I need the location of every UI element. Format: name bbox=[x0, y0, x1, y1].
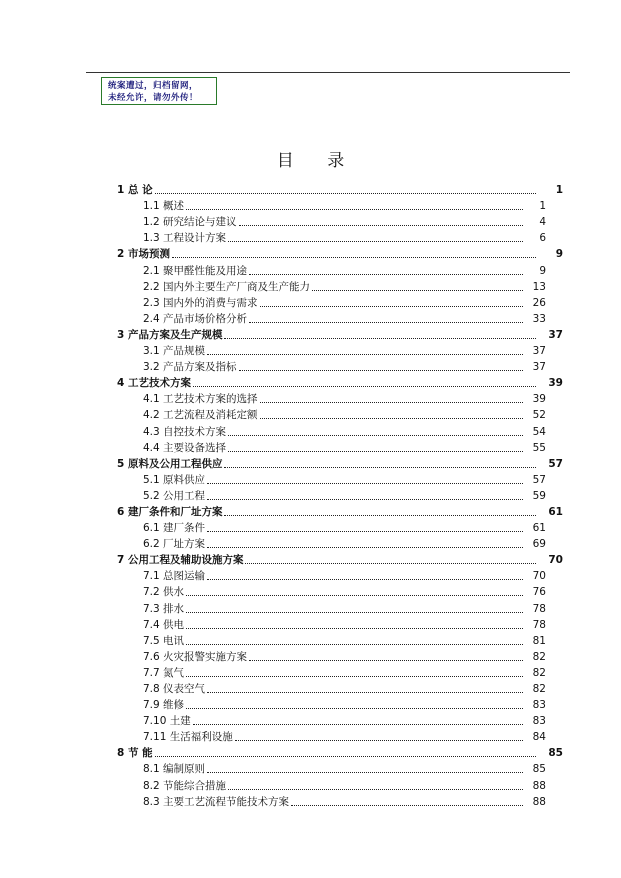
dot-leader bbox=[155, 193, 536, 194]
toc-entry-label: 1.1 概述 bbox=[143, 200, 185, 213]
dot-leader bbox=[224, 467, 536, 468]
toc-entry-page-number: 70 bbox=[548, 554, 563, 567]
toc-chapter-entry[interactable] bbox=[117, 181, 563, 197]
toc-chapter-entry[interactable] bbox=[117, 503, 563, 519]
toc-chapter-entry[interactable] bbox=[117, 326, 563, 342]
toc-entry-page-number: 82 bbox=[532, 683, 546, 695]
toc-entry-page-number: 85 bbox=[548, 747, 563, 760]
toc-entry-label: 7.2 供水 bbox=[143, 586, 185, 599]
toc-entry-label: 2 市场预测 bbox=[117, 248, 170, 261]
toc-entry-label: 2.1 聚甲醛性能及用途 bbox=[143, 264, 248, 277]
dot-leader bbox=[228, 435, 523, 436]
toc-entry-page-number: 88 bbox=[532, 779, 546, 792]
dot-leader bbox=[207, 692, 523, 693]
dot-leader bbox=[207, 772, 523, 773]
toc-section-entry[interactable] bbox=[117, 728, 563, 744]
dot-leader bbox=[186, 644, 523, 645]
toc-entry-page-number: 57 bbox=[532, 473, 546, 486]
dot-leader bbox=[224, 515, 536, 516]
toc-section-entry[interactable] bbox=[117, 487, 563, 503]
toc-entry-label: 7.9 维修 bbox=[143, 699, 185, 712]
dot-leader bbox=[193, 724, 523, 725]
dot-leader bbox=[291, 805, 523, 806]
toc-entry-label: 4.4 主要设备选择 bbox=[143, 441, 227, 454]
toc-entry-label: 2.2 国内外主要生产厂商及生产能力 bbox=[143, 280, 311, 293]
toc-entry-page-number: 52 bbox=[532, 409, 546, 422]
toc-entry-label: 7.7 氮气 bbox=[143, 666, 185, 679]
dot-leader bbox=[193, 386, 536, 387]
toc-entry-label: 4.1 工艺技术方案的选择 bbox=[143, 393, 258, 406]
toc-section-entry[interactable] bbox=[117, 696, 563, 712]
toc-entry-page-number: 69 bbox=[532, 538, 546, 551]
toc-entry-label: 3 产品方案及生产规模 bbox=[117, 328, 223, 341]
toc-entry-page-number: 57 bbox=[548, 457, 563, 470]
toc-entry-page-number: 61 bbox=[532, 522, 546, 535]
table-of-contents bbox=[117, 181, 563, 809]
toc-section-entry[interactable] bbox=[117, 583, 563, 599]
dot-leader bbox=[172, 257, 536, 258]
toc-entry-label: 8.3 主要工艺流程节能技术方案 bbox=[143, 795, 290, 808]
dot-leader bbox=[207, 354, 523, 355]
toc-chapter-entry[interactable] bbox=[117, 551, 563, 567]
toc-entry-label: 1.3 工程设计方案 bbox=[143, 232, 227, 245]
confidential-notice-stamp bbox=[101, 77, 217, 105]
toc-entry-page-number: 1 bbox=[555, 184, 563, 197]
dot-leader bbox=[239, 370, 523, 371]
toc-entry-label: 2.3 国内外的消费与需求 bbox=[143, 296, 258, 309]
toc-entry-page-number: 81 bbox=[532, 634, 546, 647]
toc-section-entry[interactable] bbox=[117, 648, 563, 664]
toc-entry-page-number: 1 bbox=[539, 200, 546, 213]
toc-entry-page-number: 6 bbox=[539, 232, 546, 245]
toc-entry-page-number: 26 bbox=[532, 296, 546, 309]
toc-section-entry[interactable] bbox=[117, 471, 563, 487]
toc-section-entry[interactable] bbox=[117, 278, 563, 294]
toc-title: 目 录 bbox=[276, 151, 359, 171]
toc-entry-label: 5.2 公用工程 bbox=[143, 489, 206, 502]
notice-line-2: 未经允许，请勿外传！ bbox=[108, 93, 199, 103]
toc-entry-page-number: 83 bbox=[532, 699, 546, 712]
toc-entry-page-number: 83 bbox=[532, 715, 546, 728]
toc-chapter-entry[interactable] bbox=[117, 374, 563, 390]
toc-entry-label: 7.6 火灾报警实施方案 bbox=[143, 650, 248, 663]
toc-entry-label: 7 公用工程及辅助设施方案 bbox=[117, 554, 244, 567]
toc-entry-label: 6.2 厂址方案 bbox=[143, 538, 206, 551]
toc-entry-page-number: 39 bbox=[548, 377, 563, 390]
dot-leader bbox=[186, 595, 523, 596]
toc-entry-page-number: 59 bbox=[532, 489, 546, 502]
toc-entry-page-number: 13 bbox=[532, 280, 546, 293]
toc-entry-page-number: 82 bbox=[532, 666, 546, 679]
toc-entry-page-number: 85 bbox=[532, 763, 546, 776]
dot-leader bbox=[228, 451, 523, 452]
toc-section-entry[interactable] bbox=[117, 358, 563, 374]
toc-section-entry[interactable] bbox=[117, 776, 563, 792]
toc-entry-label: 3.2 产品方案及指标 bbox=[143, 361, 237, 374]
toc-entry-page-number: 39 bbox=[532, 393, 546, 406]
dot-leader bbox=[186, 708, 523, 709]
toc-section-entry[interactable] bbox=[117, 294, 563, 310]
dot-leader bbox=[224, 338, 536, 339]
toc-entry-page-number: 4 bbox=[539, 216, 546, 229]
dot-leader bbox=[239, 225, 523, 226]
toc-entry-page-number: 37 bbox=[532, 361, 546, 374]
toc-section-entry[interactable] bbox=[117, 793, 563, 809]
dot-leader bbox=[260, 418, 523, 419]
toc-entry-page-number: 9 bbox=[555, 248, 563, 261]
toc-chapter-entry[interactable] bbox=[117, 744, 563, 760]
toc-section-entry[interactable] bbox=[117, 213, 563, 229]
toc-entry-page-number: 37 bbox=[548, 328, 563, 341]
toc-section-entry[interactable] bbox=[117, 439, 563, 455]
toc-entry-label: 5.1 原料供应 bbox=[143, 473, 206, 486]
toc-entry-page-number: 54 bbox=[532, 425, 546, 438]
toc-entry-label: 4.2 工艺流程及消耗定额 bbox=[143, 409, 258, 422]
toc-section-entry[interactable] bbox=[117, 229, 563, 245]
dot-leader bbox=[249, 660, 523, 661]
toc-entry-page-number: 84 bbox=[532, 731, 546, 744]
toc-entry-label: 1 总 论 bbox=[117, 184, 153, 197]
toc-entry-label: 7.3 排水 bbox=[143, 602, 185, 615]
dot-leader bbox=[186, 612, 523, 613]
toc-section-entry[interactable] bbox=[117, 567, 563, 583]
toc-entry-label: 2.4 产品市场价格分析 bbox=[143, 312, 248, 325]
toc-section-entry[interactable] bbox=[117, 632, 563, 648]
toc-entry-page-number: 76 bbox=[532, 586, 546, 599]
dot-leader bbox=[312, 290, 523, 291]
toc-entry-label: 6 建厂条件和厂址方案 bbox=[117, 505, 223, 518]
toc-entry-label: 7.5 电讯 bbox=[143, 634, 185, 647]
toc-section-entry[interactable] bbox=[117, 760, 563, 776]
toc-entry-label: 7.10 土建 bbox=[143, 715, 191, 728]
notice-line-1: 统案遭过，归档留网， bbox=[108, 81, 199, 91]
dot-leader bbox=[207, 579, 523, 580]
dot-leader bbox=[207, 547, 523, 548]
toc-entry-label: 4.3 自控技术方案 bbox=[143, 425, 227, 438]
toc-entry-page-number: 78 bbox=[532, 602, 546, 615]
toc-entry-label: 3.1 产品规模 bbox=[143, 345, 206, 358]
toc-entry-label: 5 原料及公用工程供应 bbox=[117, 457, 223, 470]
dot-leader bbox=[207, 483, 523, 484]
toc-entry-label: 7.1 总图运输 bbox=[143, 570, 206, 583]
dot-leader bbox=[186, 676, 523, 677]
dot-leader bbox=[249, 322, 523, 323]
toc-entry-page-number: 37 bbox=[532, 345, 546, 358]
toc-section-entry[interactable] bbox=[117, 535, 563, 551]
toc-section-entry[interactable] bbox=[117, 712, 563, 728]
toc-entry-label: 4 工艺技术方案 bbox=[117, 377, 191, 390]
toc-entry-page-number: 70 bbox=[532, 570, 546, 583]
toc-section-entry[interactable] bbox=[117, 310, 563, 326]
header-rule bbox=[86, 72, 570, 73]
toc-entry-page-number: 33 bbox=[532, 312, 546, 325]
toc-entry-label: 8.1 编制原则 bbox=[143, 763, 206, 776]
toc-entry-page-number: 55 bbox=[532, 441, 546, 454]
toc-section-entry[interactable] bbox=[117, 599, 563, 615]
dot-leader bbox=[186, 628, 523, 629]
dot-leader bbox=[249, 274, 523, 275]
toc-section-entry[interactable] bbox=[117, 616, 563, 632]
dot-leader bbox=[228, 241, 523, 242]
dot-leader bbox=[260, 306, 523, 307]
toc-entry-page-number: 61 bbox=[548, 505, 563, 518]
dot-leader bbox=[155, 756, 536, 757]
toc-entry-page-number: 82 bbox=[532, 650, 546, 663]
toc-entry-page-number: 78 bbox=[532, 618, 546, 631]
toc-entry-page-number: 88 bbox=[532, 795, 546, 808]
toc-chapter-entry[interactable] bbox=[117, 455, 563, 471]
dot-leader bbox=[245, 563, 536, 564]
toc-section-entry[interactable] bbox=[117, 422, 563, 438]
toc-entry-label: 1.2 研究结论与建议 bbox=[143, 216, 237, 229]
toc-entry-label: 8.2 节能综合措施 bbox=[143, 779, 227, 792]
toc-entry-label: 7.8 仪表空气 bbox=[143, 683, 206, 695]
dot-leader bbox=[228, 789, 523, 790]
dot-leader bbox=[207, 531, 523, 532]
dot-leader bbox=[260, 402, 523, 403]
toc-section-entry[interactable] bbox=[117, 261, 563, 277]
toc-section-entry[interactable] bbox=[117, 680, 563, 696]
toc-section-entry[interactable] bbox=[117, 519, 563, 535]
toc-section-entry[interactable] bbox=[117, 342, 563, 358]
toc-chapter-entry[interactable] bbox=[117, 245, 563, 261]
toc-entry-label: 8 节 能 bbox=[117, 747, 153, 760]
toc-entry-label: 6.1 建厂条件 bbox=[143, 522, 206, 535]
toc-entry-label: 7.11 生活福利设施 bbox=[143, 731, 233, 744]
toc-entry-label: 7.4 供电 bbox=[143, 618, 185, 631]
dot-leader bbox=[207, 499, 523, 500]
toc-section-entry[interactable] bbox=[117, 664, 563, 680]
dot-leader bbox=[186, 209, 523, 210]
toc-section-entry[interactable] bbox=[117, 197, 563, 213]
toc-section-entry[interactable] bbox=[117, 406, 563, 422]
toc-entry-page-number: 9 bbox=[539, 264, 546, 277]
toc-section-entry[interactable] bbox=[117, 390, 563, 406]
dot-leader bbox=[235, 740, 523, 741]
